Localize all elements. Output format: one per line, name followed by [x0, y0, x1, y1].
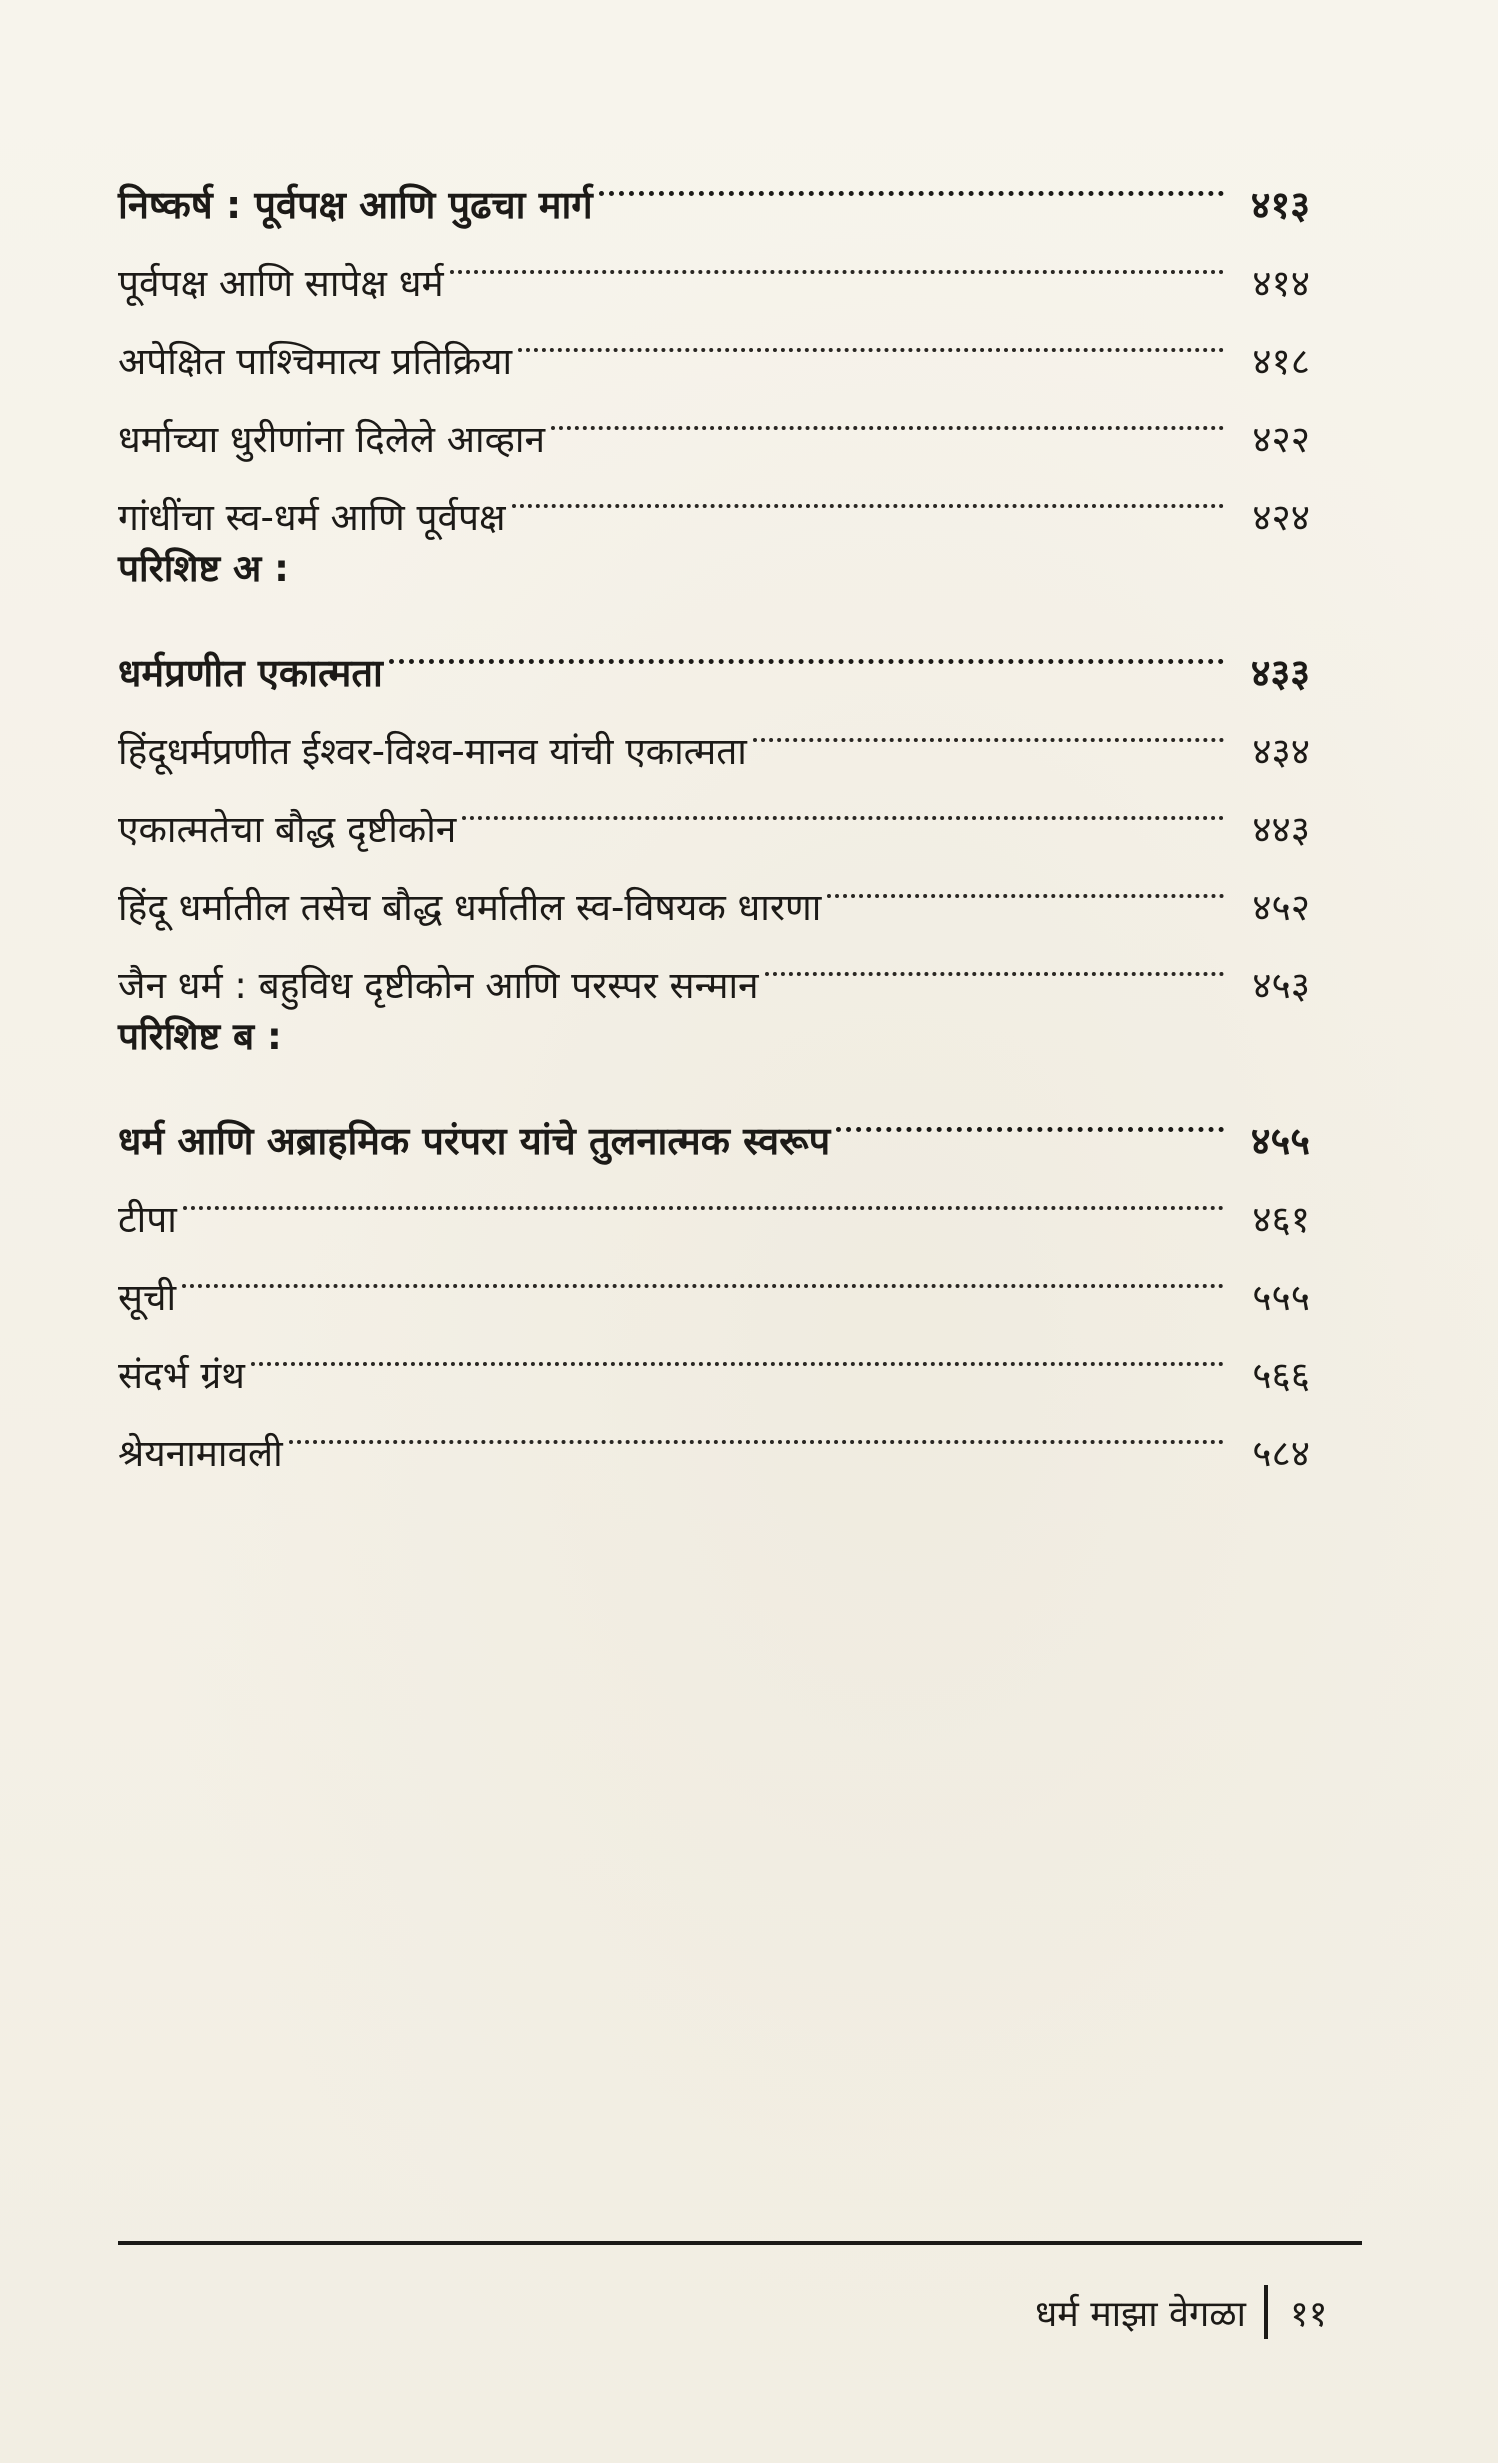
toc-entry-title: अपेक्षित पाश्चिमात्य प्रतिक्रिया — [118, 340, 513, 383]
dot-leader — [765, 920, 1224, 998]
toc-entry-title: हिंदूधर्मप्रणीत ईश्वर-विश्व-मानव यांची एकात्मता — [118, 730, 747, 773]
footer-rule — [118, 2241, 1362, 2245]
table-of-contents — [118, 140, 1310, 1475]
dot-leader — [389, 608, 1224, 686]
footer-book-title: धर्म माझा वेगळा — [1035, 2293, 1246, 2335]
dot-leader — [462, 764, 1224, 842]
dot-leader — [518, 296, 1224, 374]
toc-heading-appendix-a — [118, 608, 1310, 695]
toc-page-number: ४५२ — [1252, 886, 1310, 929]
toc-page-number: ४४३ — [1252, 808, 1310, 851]
dot-leader — [599, 140, 1224, 218]
dot-leader — [512, 452, 1224, 530]
toc-entry-title: सूची — [118, 1276, 177, 1319]
toc-entry-title: जैन धर्म : बहुविध दृष्टीकोन आणि परस्पर सन्मान — [118, 964, 759, 1007]
appendix-a-label: परिशिष्ट अ : — [118, 547, 289, 590]
toc-entry-title: संदर्भ ग्रंथ — [118, 1354, 245, 1397]
toc-entry — [118, 1232, 1310, 1319]
toc-page-number: ५६६ — [1252, 1354, 1310, 1397]
toc-entry-title: टीपा — [118, 1198, 177, 1241]
dot-leader — [827, 842, 1224, 920]
toc-entry-title: एकात्मतेचा बौद्ध दृष्टीकोन — [118, 808, 457, 851]
toc-page-number: ५८४ — [1252, 1432, 1310, 1475]
dot-leader — [551, 374, 1224, 452]
toc-entry — [118, 1154, 1310, 1241]
toc-entry-title: धर्माच्या धुरीणांना दिलेले आव्हान — [118, 418, 546, 461]
toc-entry-title: श्रेयनामावली — [118, 1432, 283, 1475]
toc-page-number: ४६१ — [1252, 1198, 1310, 1241]
toc-page-number: ५५५ — [1252, 1276, 1310, 1319]
toc-entry-title: पूर्वपक्ष आणि सापेक्ष धर्म — [118, 262, 444, 305]
toc-entry — [118, 1388, 1310, 1475]
dot-leader — [450, 218, 1224, 296]
appendix-b-label: परिशिष्ट ब : — [118, 1015, 282, 1058]
toc-heading-appendix-b — [118, 1076, 1310, 1163]
toc-page-number: ४५५ — [1250, 1119, 1310, 1163]
toc-entry-title: गांधींचा स्व-धर्म आणि पूर्वपक्ष — [118, 496, 506, 539]
toc-heading-title: निष्कर्ष : पूर्वपक्ष आणि पुढचा मार्ग — [118, 183, 593, 227]
footer-divider — [1264, 2285, 1268, 2339]
toc-entry — [118, 1310, 1310, 1397]
toc-page-number: ४१४ — [1252, 262, 1310, 305]
dot-leader — [183, 1154, 1224, 1232]
dot-leader — [753, 686, 1224, 764]
toc-heading-title: धर्म आणि अब्राहमिक परंपरा यांचे तुलनात्मक स्वरूप — [118, 1119, 831, 1163]
dot-leader — [836, 1076, 1224, 1154]
toc-page-number: ४२४ — [1252, 496, 1310, 539]
dot-leader — [251, 1310, 1224, 1388]
running-footer — [0, 2282, 1340, 2342]
toc-entry-title: हिंदू धर्मातील तसेच बौद्ध धर्मातील स्व-विषयक धारणा — [118, 886, 822, 929]
toc-page-number: ४३३ — [1250, 651, 1310, 695]
footer-page-number: ११ — [1290, 2293, 1328, 2335]
toc-heading-title: धर्मप्रणीत एकात्मता — [118, 651, 383, 695]
toc-page-number: ४५३ — [1252, 964, 1310, 1007]
dot-leader — [289, 1388, 1224, 1466]
toc-page-number: ४१३ — [1250, 183, 1310, 227]
toc-page-number: ४२२ — [1252, 418, 1310, 461]
dot-leader — [182, 1232, 1224, 1310]
toc-heading-conclusion — [118, 140, 1310, 227]
toc-page-number: ४१८ — [1252, 340, 1310, 383]
toc-page-number: ४३४ — [1252, 730, 1310, 773]
